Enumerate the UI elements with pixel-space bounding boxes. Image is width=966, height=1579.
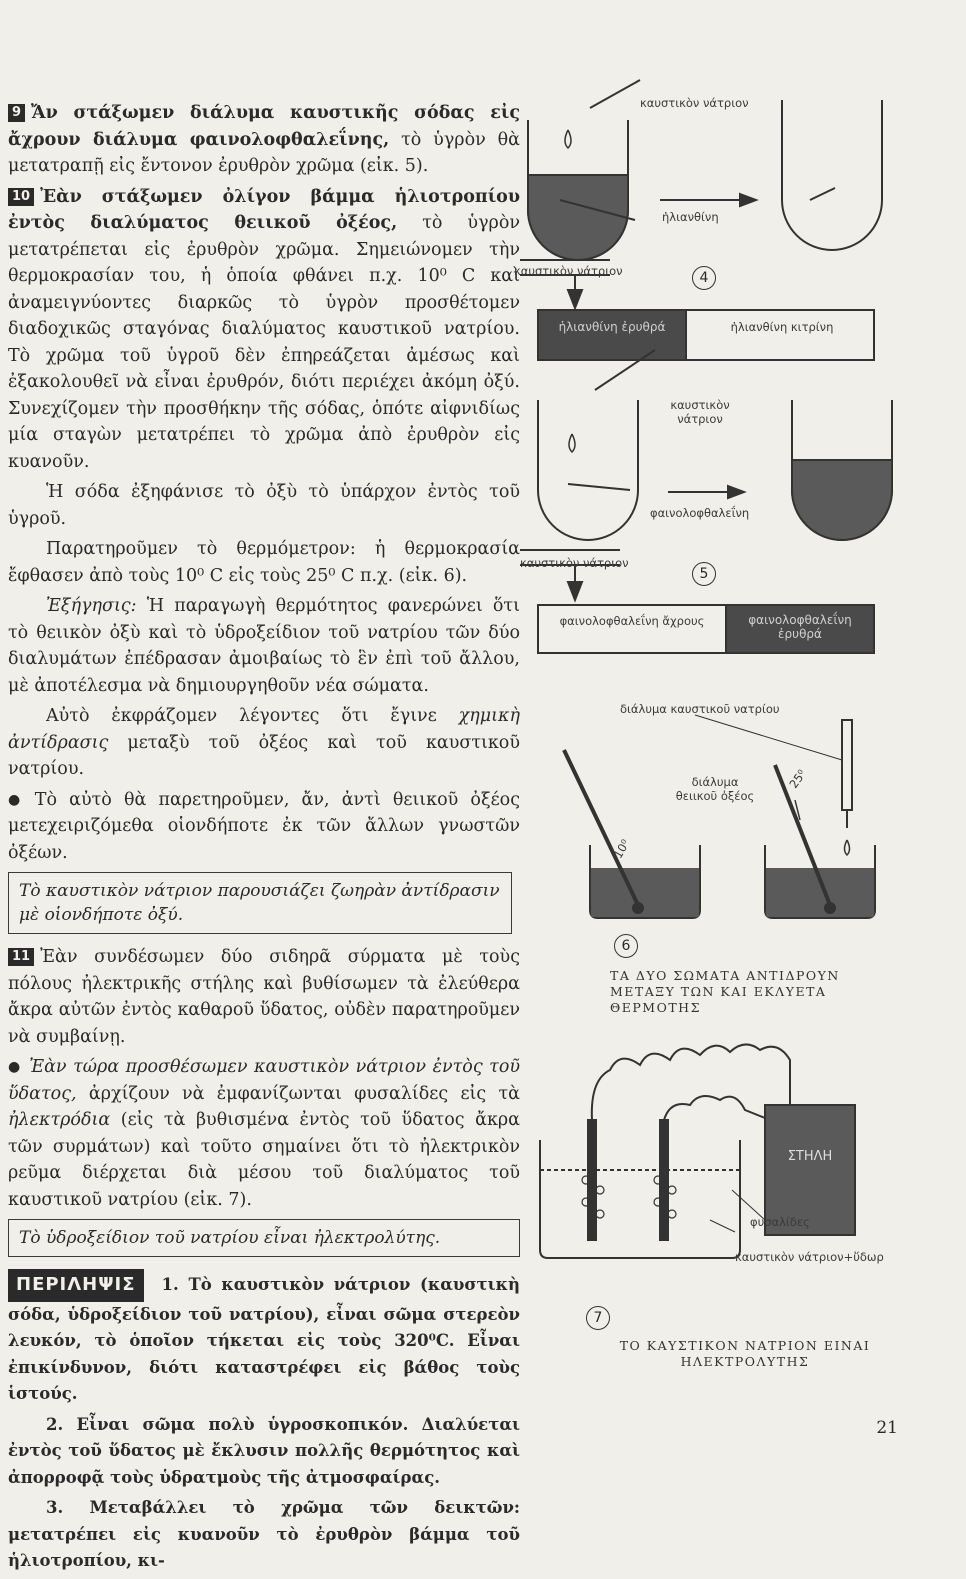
paragraph-reaction (8, 703, 520, 783)
fig4-tube-label: καυστικὸν νάτριον (514, 264, 623, 278)
fig5-arrow-label: φαινολοφθαλεΐνη (650, 506, 750, 520)
summary-item-2 (8, 1412, 520, 1492)
reaction-text-a: Αὐτὸ ἐκφράζομεν λέγοντες ὅτι ἔγινε (46, 706, 437, 726)
fig4-number: 4 (692, 266, 716, 290)
section-number: 10 (8, 188, 34, 206)
paragraph-thermometer: Παρατηροῦμεν τὸ θερμόμετρον: ἡ θερμοκρασία ἔφθασεν ἀπὸ τοὺς 10⁰ C εἰς τοὺς 25⁰ C π.χ. (εἰκ. 6). (8, 539, 520, 586)
paragraph-same (8, 787, 520, 867)
fig4-left-liquid (528, 175, 628, 260)
fig5-right-liquid (792, 460, 892, 540)
now-lead: Ἐὰν τώρα προσθέσωμεν καυστικὸν νάτριον ἐντὸς τοῦ ὕδατος, (8, 1057, 521, 1104)
fig6-drop (845, 840, 850, 855)
fig7-wire (592, 1044, 790, 1120)
fig4-box-left-text: ἡλιανθίνη ἐρυθρά (558, 320, 666, 334)
summary-item-3 (8, 1495, 520, 1575)
main-text-column (8, 100, 520, 1579)
fig5-drop (569, 434, 575, 452)
summary-item-3-text: 3. Μεταβάλλει τὸ χρῶμα τῶν δεικτῶν: μετατρέπει εἰς κυανοῦν τὸ ἐρυθρὸν βάμμα τοῦ ἡλιοτροπίου, κι- (8, 1498, 520, 1570)
fig6-burette (842, 720, 852, 810)
fig4-right-tube (782, 100, 882, 250)
page-number: 21 (876, 1418, 898, 1438)
fig4-box-light (686, 310, 874, 360)
fig5-left-tube (538, 400, 638, 540)
section-11 (8, 944, 520, 1050)
fig7-solution-label: καυστικὸν νάτριον+ὕδωρ (735, 1250, 884, 1264)
fig5-box-right-text: φαινολοφθαλεΐνη ἐρυθρά (748, 613, 852, 641)
summary-item-1-text: 1. Τὸ καυστικὸν νάτριον (καυστικὴ σόδα, ὑδροξείδιον τοῦ νατρίου), εἶναι σῶμα στερεὸν λευκόν, τὸ ὁποῖον τήκεται εἰς τοὺς 320⁰C. Εἶναι ἐπικίνδυνον, διότι καταστρέφει εἰς βάθος τοὺς ἱστούς. (8, 1275, 520, 1403)
fig4-box-dark (538, 310, 686, 360)
fig5-tube-label: καυστικὸν νάτριον (520, 556, 629, 570)
explanation-label: Ἐξήγησις: (46, 596, 137, 616)
reaction-term: χημικὴ ἀντίδρασις (8, 706, 520, 753)
fig7-beaker (540, 1140, 740, 1258)
rule-box-2: Τὸ ὑδροξείδιον τοῦ νατρίου εἶναι ἠλεκτρολύτης. (8, 1219, 520, 1257)
fig4-dropper (590, 80, 640, 108)
fig7-number: 7 (586, 1306, 610, 1330)
section-11-text: Ἐὰν συνδέσωμεν δύο σιδηρᾶ σύρματα μὲ τοὺς πόλους ἠλεκτρικῆς στήλης καὶ βυθίσωμεν τὰ ἐλεύθερα ἄκρα αὐτῶν ἐντὸς καθαροῦ ὕδατος, οὐδὲν παρατηροῦμεν νὰ συμβαίνῃ. (8, 947, 520, 1047)
summary-item-1 (8, 1269, 520, 1408)
fig6-temp-right: 25⁰ (786, 767, 809, 791)
bullet-icon: ● (8, 1059, 22, 1075)
fig4-box-right-text: ἡλιανθίνη κιτρίνη (730, 320, 834, 334)
fig7-electrode-right (660, 1120, 668, 1240)
section-10-text: τὸ ὑγρὸν μετατρέπεται εἰς ἐρυθρὸν χρῶμα. Σημειώνομεν τὴν θερμοκρασίαν του, ἡ ὁποία φθάνει π.χ. 10⁰ C καὶ ἀναμειγνύοντες διαρκῶς τὸ ὑγρὸν προσθέτομεν διαδοχικῶς σταγόνας διαλύματος καυστικοῦ νατρίου. Τὸ χρῶμα τοῦ ὑγροῦ δὲν ἐπηρεάζεται ἀμέσως καὶ ἐξακολουθεῖ νὰ εἶναι ἐρυθρόν, διότι περιέχει ἀκόμη ὀξύ. Συνεχίζομεν τὴν προσθήκην τῆς σόδας, ὁπότε αἰφνιδίως μία σταγὼν μετατρέπει τὸ χρῶμα ἀπὸ ἐρυθρὸν εἰς κυανοῦν. (8, 213, 520, 472)
section-9 (8, 100, 520, 180)
section-number: 11 (8, 948, 34, 966)
reaction-text-b: μεταξὺ τοῦ ὀξέος καὶ τοῦ καυστικοῦ νατρίου. (8, 732, 520, 779)
now-term: ἠλεκτρόδια (8, 1110, 111, 1130)
figures-drawing (520, 60, 960, 1400)
figures-column (514, 60, 960, 1400)
section-10 (8, 184, 520, 476)
paragraph-now (8, 1054, 520, 1213)
fig6-burette-label: διάλυμα καυστικοῦ νατρίου (620, 702, 780, 716)
explanation-text: Ἡ παραγωγὴ θερμότητος φανερώνει ὅτι τὸ θειικὸν ὀξὺ καὶ τὸ ὑδροξείδιον τοῦ νατρίου τῶν δύο διαλυμάτων ἐπέδρασαν ἀμοιβαίως τὸ ἓν ἐπὶ τοῦ ἄλλου, μὲ ἀποτέλεσμα νὰ δημιουργηθοῦν νέα σώματα. (8, 596, 520, 696)
now-text-b: (εἰς τὰ βυθισμένα ἐντὸς τοῦ ὕδατος ἄκρα τῶν συρμάτων) καὶ τοῦτο σημαίνει ὅτι τὸ ἠλεκτρικὸν ρεῦμα διέρχεται διὰ μέσου τοῦ διαλύματος τοῦ καυστικοῦ νατρίου (εἰκ. 7). (8, 1110, 520, 1210)
same-text: Τὸ αὐτὸ θὰ παρετηροῦμεν, ἄν, ἀντὶ θειικοῦ ὀξέος μετεχειριζόμεθα οἱονδήποτε ἐκ τῶν ἄλλων γνωστῶν ὀξέων. (8, 789, 520, 863)
fig5-number: 5 (692, 562, 716, 586)
fig5-box-left-text: φαινολοφθαλεΐνη ἄχρους (559, 614, 705, 628)
fig6-acid-label: διάλυμα θειικοῦ ὀξέος (675, 775, 755, 803)
paragraph-soda: Ἡ σόδα ἐξηφάνισε τὸ ὀξὺ τὸ ὑπάρχον ἐντὸς τοῦ ὑγροῦ. (8, 482, 520, 529)
fig5-dropper-label: καυστικὸν νάτριον (670, 398, 730, 426)
fig6-caption: ΤΑ ΔΥΟ ΣΩΜΑΤΑ ΑΝΤΙΔΡΟΥΝ ΜΕΤΑΞΥ ΤΩΝ ΚΑΙ ΕΚΛΥΕΤΑ ΘΕΡΜΟΤΗΣ (610, 968, 840, 1015)
fig6-left-liquid (591, 868, 699, 917)
fig7-battery-label: ΣΤΗΛΗ (787, 1149, 833, 1164)
bullet-icon: ● (8, 791, 27, 808)
summary-label: ΠΕΡΙΛΗΨΙΣ (8, 1269, 144, 1302)
section-number: 9 (8, 104, 25, 122)
fig6-temp-left: 10⁰ (610, 837, 633, 861)
fig4-drop (565, 130, 571, 148)
fig7-electrode-left (588, 1120, 596, 1240)
fig7-bubbles-label: φυσαλίδες (750, 1215, 810, 1229)
summary-item-2-text: 2. Εἶναι σῶμα πολὺ ὑγροσκοπικόν. Διαλύεται ἐντὸς τοῦ ὕδατος μὲ ἔκλυσιν πολλῆς θερμότητος καὶ ἀπορροφᾷ τοὺς ὑδρατμοὺς τῆς ἀτμοσφαίρας. (8, 1414, 520, 1487)
fig4-arrow-label: ἡλιανθίνη (662, 210, 719, 224)
rule-box-1: Τὸ καυστικὸν νάτριον παρουσιάζει ζωηρὰν ἀντίδρασιν μὲ οἱονδήποτε ὀξύ. (8, 872, 512, 934)
section-9-lead: Ἄν στάξωμεν διάλυμα καυστικῆς σόδας εἰς ἄχρουν διάλυμα φαινολοφθαλεΐνης, (8, 103, 520, 150)
now-text-a: ἀρχίζουν νὰ ἐμφανίζωνται φυσαλίδες εἰς τὰ (88, 1083, 520, 1104)
section-9-text: τὸ ὑγρὸν θὰ μετατραπῇ εἰς ἔντονον ἐρυθρὸν χρῶμα (εἰκ. 5). (8, 129, 520, 176)
fig7-caption: ΤΟ ΚΑΥΣΤΙΚΟΝ ΝΑΤΡΙΟΝ ΕΙΝΑΙ ΗΛΕΚΤΡΟΛΥΤΗΣ (619, 1338, 871, 1369)
section-10-lead: Ἐὰν στάξωμεν ὀλίγον βάμμα ἡλιοτροπίου ἐντὸς διαλύματος θειικοῦ ὀξέος, (8, 186, 520, 233)
fig6-number: 6 (614, 934, 638, 958)
fig4-dropper-label: καυστικὸν νάτριον (640, 96, 749, 110)
paragraph-explanation (8, 593, 520, 699)
